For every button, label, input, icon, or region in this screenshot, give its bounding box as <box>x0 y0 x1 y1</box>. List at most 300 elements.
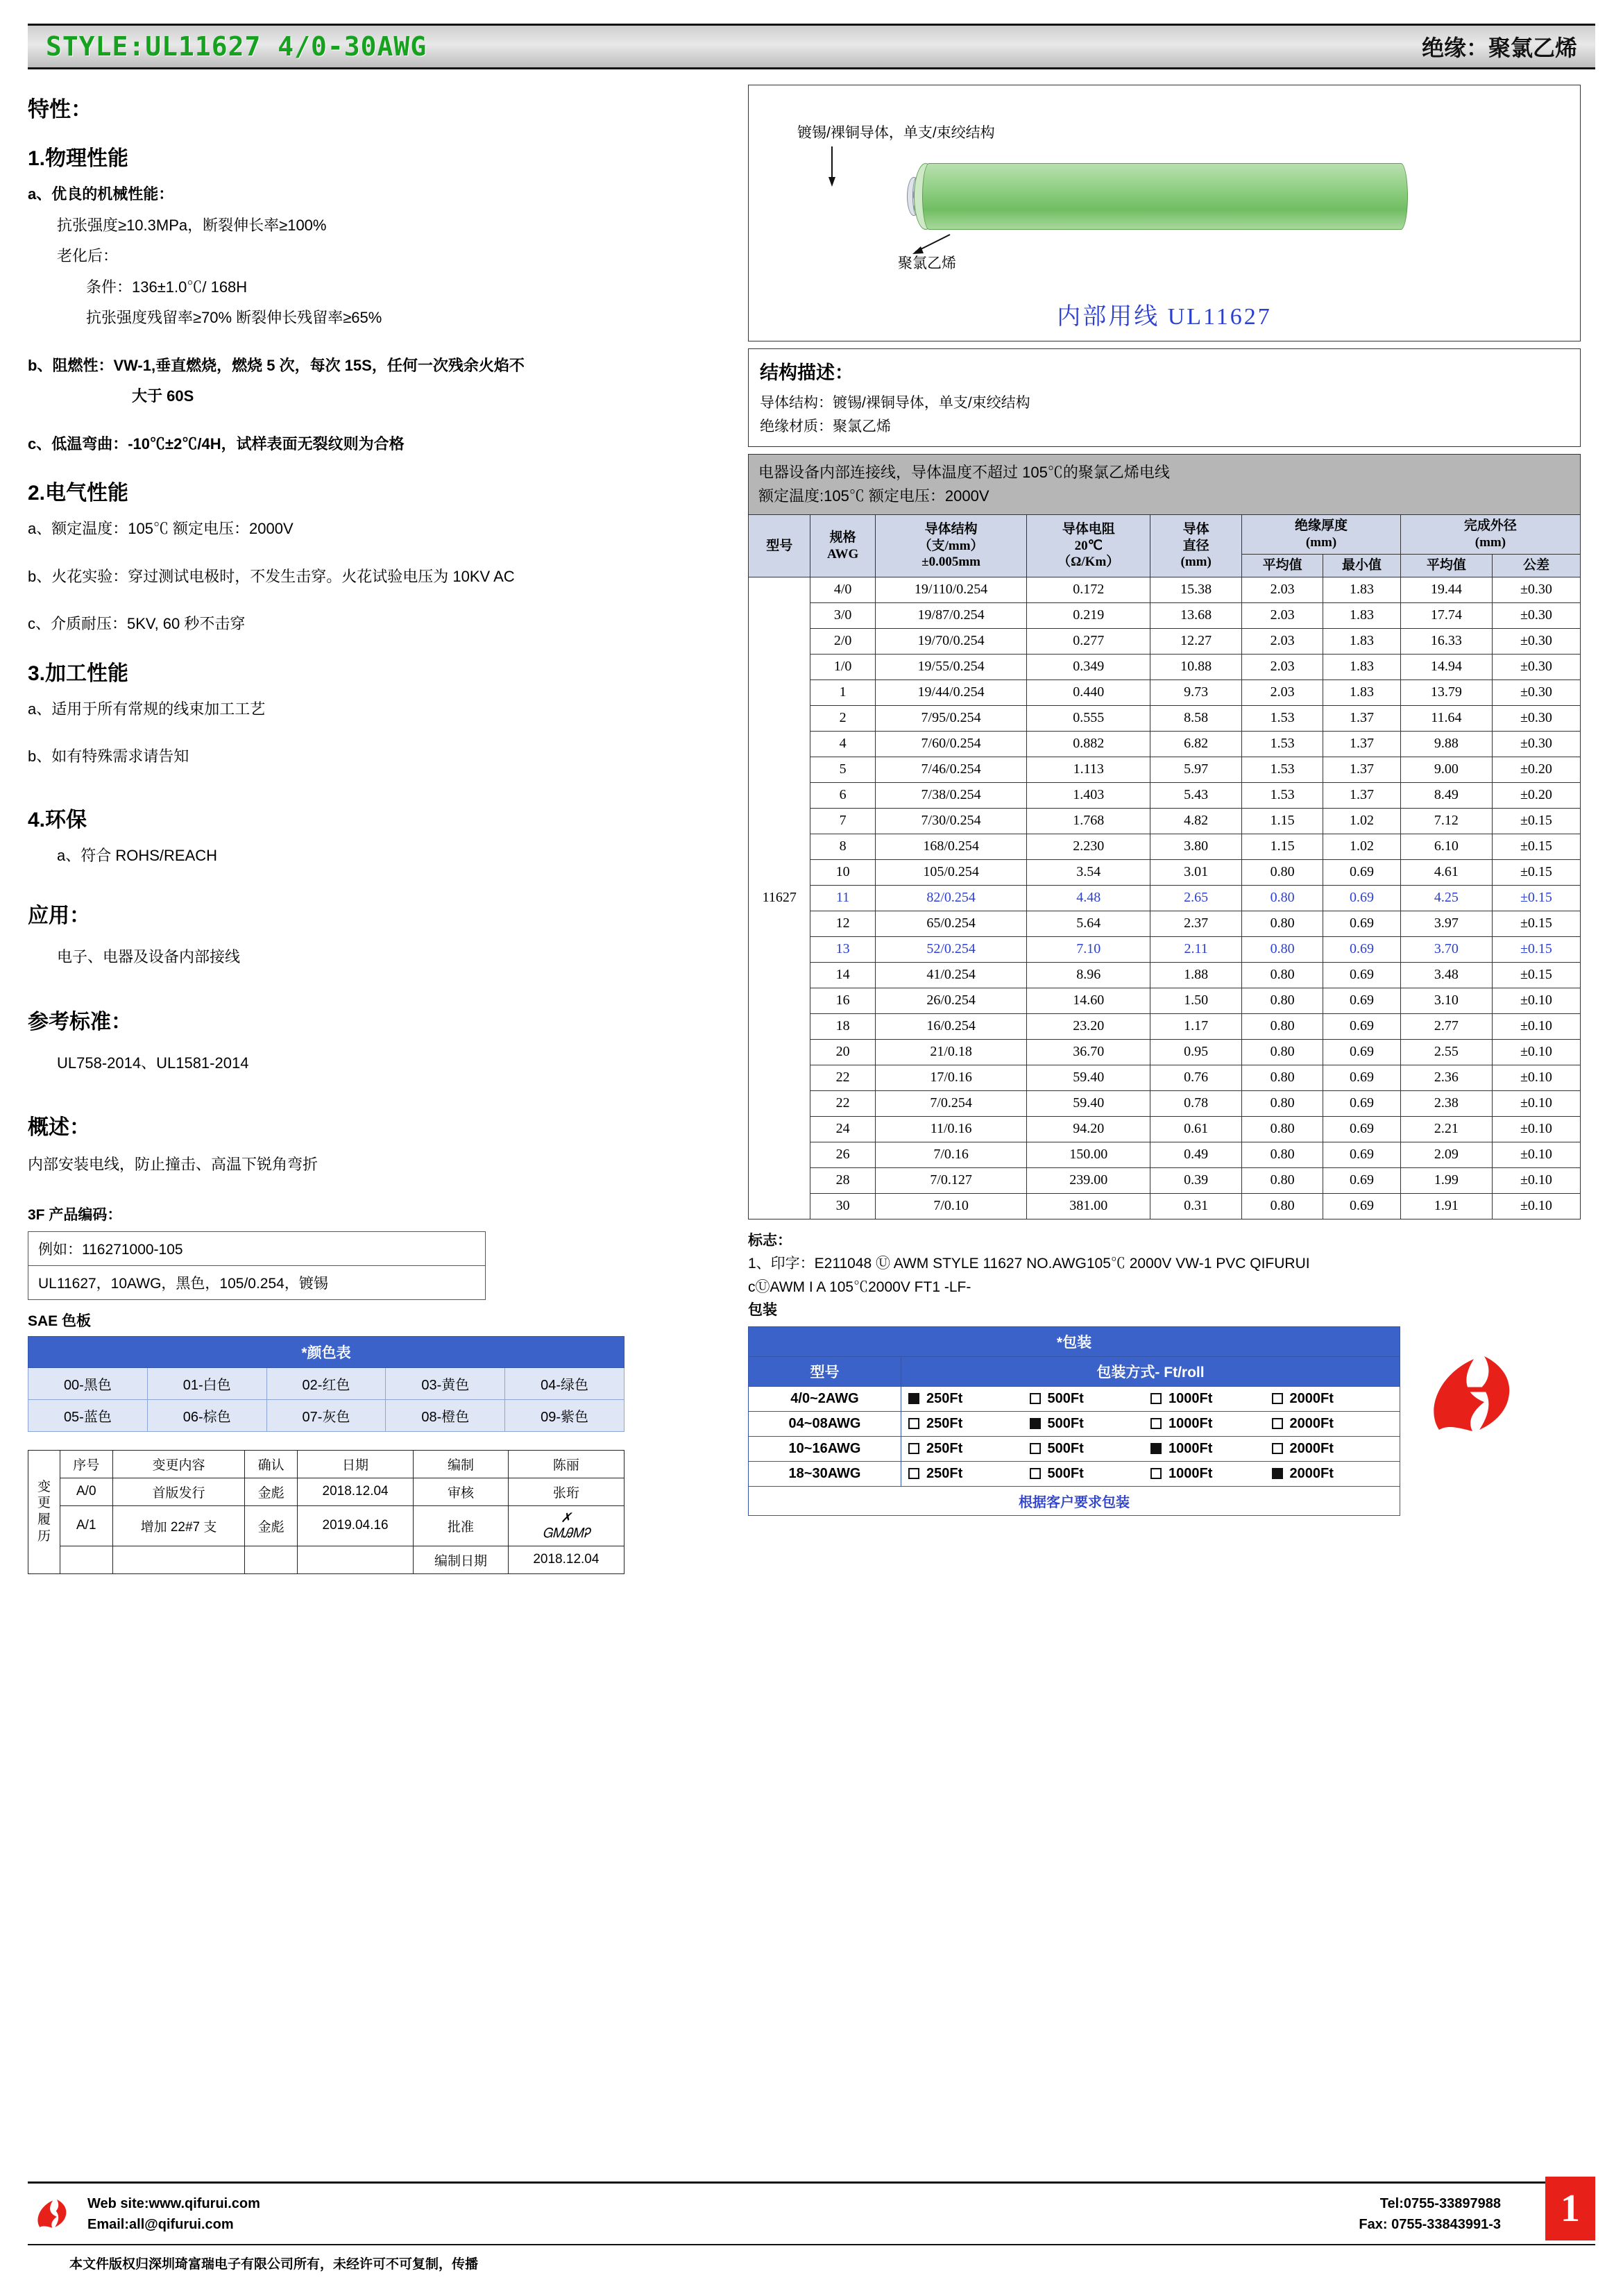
resistance-cell: 2.230 <box>1027 834 1150 859</box>
section-physical-title: 1.物理性能 <box>28 147 129 170</box>
table-row <box>749 1013 1581 1039</box>
table-row <box>749 936 1581 962</box>
checkbox-icon[interactable] <box>908 1418 919 1429</box>
conductor-cell: 7/95/0.254 <box>875 705 1026 731</box>
packaging-col-model: 型号 <box>749 1357 901 1387</box>
packaging-option-label: 500Ft <box>1047 1416 1084 1431</box>
outer-avg-cell: 9.88 <box>1400 731 1492 757</box>
resistance-cell: 3.54 <box>1027 859 1150 885</box>
resistance-cell: 5.64 <box>1027 911 1150 936</box>
revision-header-cell: 变更内容 <box>112 1450 245 1478</box>
insulation-min-cell: 0.69 <box>1323 1013 1401 1039</box>
insulation-avg-cell: 0.80 <box>1242 859 1323 885</box>
table-row <box>749 679 1581 705</box>
packaging-checkbox-option[interactable] <box>1030 1416 1151 1432</box>
packaging-option-label: 500Ft <box>1047 1441 1084 1456</box>
table-row <box>749 1437 1400 1462</box>
characteristics-title: 特性： <box>28 97 92 121</box>
awg-cell: 18 <box>810 1013 875 1039</box>
diameter-cell: 2.11 <box>1150 936 1242 962</box>
copyright-text: 本文件版权归深圳琦富瑞电子有限公司所有，未经许可不可复制，传播 <box>69 2257 479 2272</box>
table-row <box>749 988 1581 1013</box>
insulation-min-cell: 1.83 <box>1323 679 1401 705</box>
color-cell: 00-黑色 <box>28 1367 148 1399</box>
packaging-option-label: 1000Ft <box>1169 1466 1213 1481</box>
conductor-cell: 7/0.10 <box>875 1193 1026 1219</box>
insulation-avg-cell: 0.80 <box>1242 885 1323 911</box>
table-row <box>749 885 1581 911</box>
table-row <box>749 859 1581 885</box>
structure-panel <box>748 348 1581 447</box>
outer-avg-cell: 7.12 <box>1400 808 1492 834</box>
insulation-min-cell: 1.37 <box>1323 757 1401 782</box>
checkbox-icon[interactable] <box>1030 1418 1041 1429</box>
checkbox-icon[interactable] <box>1272 1418 1283 1429</box>
product-code-detail: UL11627，10AWG，黑色，105/0.254，镀锡 <box>28 1265 485 1299</box>
awg-cell: 16 <box>810 988 875 1013</box>
conductor-cell: 82/0.254 <box>875 885 1026 911</box>
resistance-cell: 0.349 <box>1027 654 1150 679</box>
awg-cell: 5 <box>810 757 875 782</box>
revision-header-cell: 日期 <box>297 1450 413 1478</box>
outer-tol-cell: ±0.10 <box>1492 1090 1580 1116</box>
packaging-checkbox-option[interactable] <box>1030 1441 1151 1457</box>
checkbox-icon[interactable] <box>908 1443 919 1454</box>
page-number: 1 <box>1545 2177 1595 2240</box>
packaging-checkbox-option[interactable] <box>1150 1441 1272 1457</box>
insulation-avg-cell: 1.53 <box>1242 782 1323 808</box>
conductor-cell: 16/0.254 <box>875 1013 1026 1039</box>
overview-title: 概述： <box>28 1116 90 1139</box>
model-cell: 11627 <box>749 577 810 1219</box>
resistance-cell: 59.40 <box>1027 1065 1150 1090</box>
insulation-min-cell: 0.69 <box>1323 962 1401 988</box>
packaging-model-cell: 04~08AWG <box>749 1412 901 1437</box>
resistance-cell: 23.20 <box>1027 1013 1150 1039</box>
diameter-cell: 0.31 <box>1150 1193 1242 1219</box>
conductor-cell: 65/0.254 <box>875 911 1026 936</box>
col-insulation-min: 最小值 <box>1323 554 1401 577</box>
awg-cell: 1 <box>810 679 875 705</box>
insulation-avg-cell: 1.15 <box>1242 808 1323 834</box>
packaging-label: 包装 <box>748 1302 777 1319</box>
revision-cell: 2019.04.16 <box>297 1505 413 1546</box>
packaging-checkbox-option[interactable] <box>908 1391 1030 1407</box>
outer-avg-cell: 3.48 <box>1400 962 1492 988</box>
outer-tol-cell: ±0.20 <box>1492 782 1580 808</box>
diameter-cell: 0.95 <box>1150 1039 1242 1065</box>
insulation-avg-cell: 2.03 <box>1242 577 1323 602</box>
resistance-cell: 150.00 <box>1027 1142 1150 1167</box>
outer-avg-cell: 16.33 <box>1400 628 1492 654</box>
insulation-min-cell: 0.69 <box>1323 1065 1401 1090</box>
conductor-cell: 26/0.254 <box>875 988 1026 1013</box>
structure-conductor: 导体结构：镀锡/裸铜导体，单支/束绞结构 <box>760 395 1030 411</box>
packaging-checkbox-option[interactable] <box>1030 1466 1151 1482</box>
conductor-cell: 7/46/0.254 <box>875 757 1026 782</box>
insulation-avg-cell: 0.80 <box>1242 1013 1323 1039</box>
standards-title: 参考标准： <box>28 1010 132 1033</box>
outer-avg-cell: 3.97 <box>1400 911 1492 936</box>
packaging-checkbox-option[interactable] <box>1150 1466 1272 1482</box>
processing-b: b、如有特殊需求请告知 <box>28 748 189 765</box>
resistance-cell: 1.113 <box>1027 757 1150 782</box>
diameter-cell: 15.38 <box>1150 577 1242 602</box>
outer-tol-cell: ±0.15 <box>1492 834 1580 859</box>
checkbox-icon[interactable] <box>1150 1443 1162 1454</box>
insulation-min-cell: 1.02 <box>1323 808 1401 834</box>
revision-header-cell: 确认 <box>245 1450 298 1478</box>
footer-email[interactable]: Email:all@qifurui.com <box>87 2217 234 2232</box>
insulation-min-cell: 1.02 <box>1323 834 1401 859</box>
col-conductor: 导体结构 （支/mm） ±0.005mm <box>875 515 1026 577</box>
checkbox-icon[interactable] <box>1030 1468 1041 1479</box>
conductor-cell: 41/0.254 <box>875 962 1026 988</box>
packaging-option-label: 250Ft <box>926 1391 963 1406</box>
structure-insulation: 绝缘材质：聚氯乙烯 <box>760 418 891 434</box>
application-text: 电子、电器及设备内部接线 <box>57 948 241 965</box>
revision-table <box>28 1450 624 1574</box>
approval-signature: ✗ ᏀᎷᎯᎷᎮ <box>508 1505 624 1546</box>
color-cell: 05-蓝色 <box>28 1399 148 1431</box>
resistance-cell: 239.00 <box>1027 1167 1150 1193</box>
col-insulation-avg: 平均值 <box>1242 554 1323 577</box>
color-cell: 06-棕色 <box>147 1399 266 1431</box>
awg-cell: 10 <box>810 859 875 885</box>
conductor-cell: 19/44/0.254 <box>875 679 1026 705</box>
conductor-cell: 11/0.16 <box>875 1116 1026 1142</box>
processing-a: a、适用于所有常规的线束加工工艺 <box>28 700 266 718</box>
environment-a: a、符合 ROHS/REACH <box>57 846 218 864</box>
packaging-model-cell: 10~16AWG <box>749 1437 901 1462</box>
table-row <box>749 1193 1581 1219</box>
packaging-option-label: 250Ft <box>926 1466 963 1481</box>
diameter-cell: 5.97 <box>1150 757 1242 782</box>
outer-tol-cell: ±0.15 <box>1492 962 1580 988</box>
awg-cell: 11 <box>810 885 875 911</box>
packaging-checkbox-option[interactable] <box>1272 1466 1393 1482</box>
col-model: 型号 <box>749 515 810 577</box>
outer-tol-cell: ±0.20 <box>1492 757 1580 782</box>
resistance-cell: 94.20 <box>1027 1116 1150 1142</box>
resistance-cell: 14.60 <box>1027 988 1150 1013</box>
diameter-cell: 0.76 <box>1150 1065 1242 1090</box>
resistance-cell: 0.219 <box>1027 602 1150 628</box>
structure-title: 结构描述： <box>760 362 853 383</box>
right-column <box>748 85 1581 1574</box>
marking-block <box>748 1229 1581 1322</box>
conductor-cell: 19/55/0.254 <box>875 654 1026 679</box>
color-cell: 09-紫色 <box>505 1399 624 1431</box>
outer-avg-cell: 4.61 <box>1400 859 1492 885</box>
physical-a-line1: 抗张强度≥10.3MPa，断裂伸长率≥100% <box>57 216 327 234</box>
checkbox-icon[interactable] <box>1150 1418 1162 1429</box>
outer-tol-cell: ±0.30 <box>1492 731 1580 757</box>
insulation-callout-label: 聚氯乙烯 <box>898 255 956 271</box>
insulation-avg-cell: 0.80 <box>1242 1090 1323 1116</box>
physical-c-line: c、低温弯曲：-10℃±2℃/4H，试样表面无裂纹则为合格 <box>28 434 405 453</box>
section-processing-title: 3.加工性能 <box>28 661 129 685</box>
packaging-checkbox-option[interactable] <box>1272 1441 1393 1457</box>
outer-avg-cell: 3.10 <box>1400 988 1492 1013</box>
product-code-box <box>28 1231 486 1300</box>
outer-tol-cell: ±0.30 <box>1492 577 1580 602</box>
insulation-min-cell: 0.69 <box>1323 936 1401 962</box>
footer-website[interactable]: Web site:www.qifurui.com <box>87 2196 260 2211</box>
outer-tol-cell: ±0.30 <box>1492 628 1580 654</box>
outer-tol-cell: ±0.10 <box>1492 1193 1580 1219</box>
outer-tol-cell: ±0.10 <box>1492 1116 1580 1142</box>
packaging-checkbox-option[interactable] <box>1150 1416 1272 1432</box>
insulation-avg-cell: 0.80 <box>1242 1142 1323 1167</box>
footer-tel: Tel:0755-33897988 <box>1379 2196 1501 2211</box>
outer-avg-cell: 6.10 <box>1400 834 1492 859</box>
packaging-option-label: 250Ft <box>926 1441 963 1456</box>
packaging-option-label: 500Ft <box>1047 1466 1084 1481</box>
conductor-cell: 7/60/0.254 <box>875 731 1026 757</box>
color-cell: 08-橙色 <box>386 1399 505 1431</box>
outer-avg-cell: 17.74 <box>1400 602 1492 628</box>
revision-cell: 编制日期 <box>414 1546 509 1573</box>
packaging-checkbox-option[interactable] <box>908 1441 1030 1457</box>
qifurui-logo-icon <box>1418 1347 1536 1444</box>
checkbox-icon[interactable] <box>908 1468 919 1479</box>
packaging-option-label: 2000Ft <box>1289 1466 1334 1481</box>
packaging-checkbox-option[interactable] <box>1272 1416 1393 1432</box>
footer-logo-icon <box>32 2194 76 2234</box>
table-row <box>749 1412 1400 1437</box>
revision-cell: 2018.12.04 <box>297 1478 413 1505</box>
checkbox-icon[interactable] <box>1272 1468 1283 1479</box>
insulation-label: 绝缘：聚氯乙烯 <box>1421 35 1577 60</box>
revision-cell: A/0 <box>60 1478 113 1505</box>
table-row <box>28 1399 624 1431</box>
awg-cell: 30 <box>810 1193 875 1219</box>
outer-tol-cell: ±0.10 <box>1492 988 1580 1013</box>
insulation-avg-cell: 0.80 <box>1242 988 1323 1013</box>
left-column <box>28 85 736 1574</box>
color-cell: 07-灰色 <box>266 1399 386 1431</box>
outer-avg-cell: 3.70 <box>1400 936 1492 962</box>
outer-avg-cell: 9.00 <box>1400 757 1492 782</box>
insulation-avg-cell: 2.03 <box>1242 654 1323 679</box>
outer-tol-cell: ±0.30 <box>1492 705 1580 731</box>
table-row <box>749 705 1581 731</box>
packaging-checkbox-option[interactable] <box>1150 1391 1272 1407</box>
conductor-cell: 21/0.18 <box>875 1039 1026 1065</box>
insulation-avg-cell: 0.80 <box>1242 1193 1323 1219</box>
insulation-avg-cell: 0.80 <box>1242 962 1323 988</box>
awg-cell: 26 <box>810 1142 875 1167</box>
insulation-jacket <box>922 163 1408 230</box>
conductor-cell: 7/0.127 <box>875 1167 1026 1193</box>
outer-tol-cell: ±0.15 <box>1492 859 1580 885</box>
outer-avg-cell: 13.79 <box>1400 679 1492 705</box>
conductor-cell: 168/0.254 <box>875 834 1026 859</box>
cable-diagram-panel <box>748 85 1581 341</box>
physical-a-label: a、优良的机械性能： <box>28 185 174 203</box>
diameter-cell: 2.65 <box>1150 885 1242 911</box>
outer-tol-cell: ±0.30 <box>1492 654 1580 679</box>
electrical-b: b、火花实验：穿过测试电极时，不发生击穿。火花试验电压为 10KV AC <box>28 567 515 585</box>
insulation-avg-cell: 0.80 <box>1242 1065 1323 1090</box>
packaging-options-cell <box>901 1412 1400 1437</box>
checkbox-icon[interactable] <box>1150 1468 1162 1479</box>
overview-text: 内部安装电线，防止撞击、高温下锐角弯折 <box>28 1156 318 1173</box>
table-row <box>28 1478 624 1505</box>
outer-avg-cell: 2.21 <box>1400 1116 1492 1142</box>
revision-cell: 首版发行 <box>112 1478 245 1505</box>
awg-cell: 7 <box>810 808 875 834</box>
section-environment-title: 4.环保 <box>28 808 87 832</box>
insulation-avg-cell: 0.80 <box>1242 1039 1323 1065</box>
packaging-checkbox-option[interactable] <box>1272 1391 1393 1407</box>
diameter-cell: 3.01 <box>1150 859 1242 885</box>
table-row <box>749 1167 1581 1193</box>
table-row <box>28 1546 624 1573</box>
table-row <box>749 1065 1581 1090</box>
awg-cell: 28 <box>810 1167 875 1193</box>
diameter-cell: 0.39 <box>1150 1167 1242 1193</box>
insulation-avg-cell: 0.80 <box>1242 911 1323 936</box>
diameter-cell: 4.82 <box>1150 808 1242 834</box>
diameter-cell: 9.73 <box>1150 679 1242 705</box>
outer-avg-cell: 2.55 <box>1400 1039 1492 1065</box>
insulation-min-cell: 0.69 <box>1323 1116 1401 1142</box>
application-title: 应用： <box>28 904 90 927</box>
packaging-checkbox-option[interactable] <box>1030 1391 1151 1407</box>
resistance-cell: 0.172 <box>1027 577 1150 602</box>
outer-avg-cell: 2.77 <box>1400 1013 1492 1039</box>
physical-a-line2: 老化后： <box>57 247 119 264</box>
diameter-cell: 2.37 <box>1150 911 1242 936</box>
packaging-title: *包装 <box>749 1327 1400 1357</box>
outer-avg-cell: 2.38 <box>1400 1090 1492 1116</box>
packaging-checkbox-option[interactable] <box>908 1466 1030 1482</box>
checkbox-icon[interactable] <box>1272 1443 1283 1454</box>
checkbox-icon[interactable] <box>1150 1393 1162 1404</box>
packaging-option-label: 1000Ft <box>1169 1441 1213 1456</box>
revision-cell <box>297 1546 413 1573</box>
physical-a-line4: 抗张强度残留率≥70% 断裂伸长残留率≥65% <box>86 309 382 326</box>
awg-cell: 22 <box>810 1065 875 1090</box>
insulation-avg-cell: 0.80 <box>1242 936 1323 962</box>
col-outer-avg: 平均值 <box>1400 554 1492 577</box>
revision-cell: 2018.12.04 <box>508 1546 624 1573</box>
conductor-cell: 7/30/0.254 <box>875 808 1026 834</box>
color-cell: 02-红色 <box>266 1367 386 1399</box>
revision-cell: 审核 <box>414 1478 509 1505</box>
outer-avg-cell: 4.25 <box>1400 885 1492 911</box>
outer-tol-cell: ±0.10 <box>1492 1013 1580 1039</box>
packaging-checkbox-option[interactable] <box>908 1416 1030 1432</box>
color-cell: 01-白色 <box>147 1367 266 1399</box>
color-cell: 03-黄色 <box>386 1367 505 1399</box>
checkbox-icon[interactable] <box>1030 1393 1041 1404</box>
revision-cell: A/1 <box>60 1505 113 1546</box>
awg-cell: 4 <box>810 731 875 757</box>
resistance-cell: 4.48 <box>1027 885 1150 911</box>
insulation-avg-cell: 2.03 <box>1242 602 1323 628</box>
table-row <box>749 911 1581 936</box>
marking-line1: 1、印字：E211048 Ⓤ AWM STYLE 11627 NO.AWG105℃ 2000V VW-1 PVC QIFURUI <box>748 1256 1310 1272</box>
revision-vertical-label: 变 更 履 历 <box>28 1450 60 1573</box>
resistance-cell: 0.277 <box>1027 628 1150 654</box>
resistance-cell: 59.40 <box>1027 1090 1150 1116</box>
diameter-cell: 3.80 <box>1150 834 1242 859</box>
checkbox-icon[interactable] <box>1030 1443 1041 1454</box>
packaging-options-cell <box>901 1437 1400 1462</box>
company-logo <box>1411 1343 1543 1447</box>
packaging-option-label: 500Ft <box>1047 1391 1084 1406</box>
col-outer-tol: 公差 <box>1492 554 1580 577</box>
checkbox-icon[interactable] <box>908 1393 919 1404</box>
packaging-table <box>748 1326 1400 1516</box>
insulation-min-cell: 1.83 <box>1323 628 1401 654</box>
rating-band <box>748 454 1581 514</box>
awg-cell: 3/0 <box>810 602 875 628</box>
packaging-option-label: 2000Ft <box>1289 1416 1334 1431</box>
awg-cell: 12 <box>810 911 875 936</box>
insulation-avg-cell: 1.53 <box>1242 757 1323 782</box>
sae-label: SAE 色板 <box>28 1312 92 1329</box>
diameter-cell: 0.49 <box>1150 1142 1242 1167</box>
insulation-avg-cell: 1.53 <box>1242 731 1323 757</box>
outer-tol-cell: ±0.30 <box>1492 679 1580 705</box>
packaging-area <box>748 1326 1581 1516</box>
insulation-avg-cell: 0.80 <box>1242 1116 1323 1142</box>
table-row <box>749 1090 1581 1116</box>
col-outer-group: 完成外径 (mm) <box>1400 515 1580 555</box>
table-row <box>749 808 1581 834</box>
table-row <box>749 731 1581 757</box>
awg-cell: 6 <box>810 782 875 808</box>
insulation-min-cell: 1.83 <box>1323 654 1401 679</box>
awg-cell: 13 <box>810 936 875 962</box>
resistance-cell: 0.440 <box>1027 679 1150 705</box>
checkbox-icon[interactable] <box>1272 1393 1283 1404</box>
color-cell: 04-绿色 <box>505 1367 624 1399</box>
awg-cell: 8 <box>810 834 875 859</box>
insulation-avg-cell: 2.03 <box>1242 628 1323 654</box>
outer-tol-cell: ±0.10 <box>1492 1142 1580 1167</box>
revision-header-cell: 陈丽 <box>508 1450 624 1478</box>
table-row <box>749 782 1581 808</box>
insulation-min-cell: 1.83 <box>1323 577 1401 602</box>
electrical-c: c、介质耐压：5KV, 60 秒不击穿 <box>28 615 246 632</box>
outer-tol-cell: ±0.10 <box>1492 1039 1580 1065</box>
packaging-option-label: 2000Ft <box>1289 1391 1334 1406</box>
col-awg: 规格 AWG <box>810 515 875 577</box>
conductor-cell: 17/0.16 <box>875 1065 1026 1090</box>
revision-cell <box>112 1546 245 1573</box>
awg-cell: 14 <box>810 962 875 988</box>
table-row <box>749 757 1581 782</box>
conductor-callout-label: 镀锡/裸铜导体，单支/束绞结构 <box>797 125 995 141</box>
page-header <box>28 24 1595 69</box>
table-row <box>749 602 1581 628</box>
table-row <box>749 962 1581 988</box>
diameter-cell: 10.88 <box>1150 654 1242 679</box>
electrical-a: a、额定温度：105℃ 额定电压：2000V <box>28 520 294 537</box>
outer-tol-cell: ±0.15 <box>1492 911 1580 936</box>
diameter-cell: 0.78 <box>1150 1090 1242 1116</box>
packaging-option-label: 2000Ft <box>1289 1441 1334 1456</box>
color-table <box>28 1336 624 1432</box>
conductor-cell: 7/38/0.254 <box>875 782 1026 808</box>
resistance-cell: 7.10 <box>1027 936 1150 962</box>
conductor-cell: 7/0.254 <box>875 1090 1026 1116</box>
